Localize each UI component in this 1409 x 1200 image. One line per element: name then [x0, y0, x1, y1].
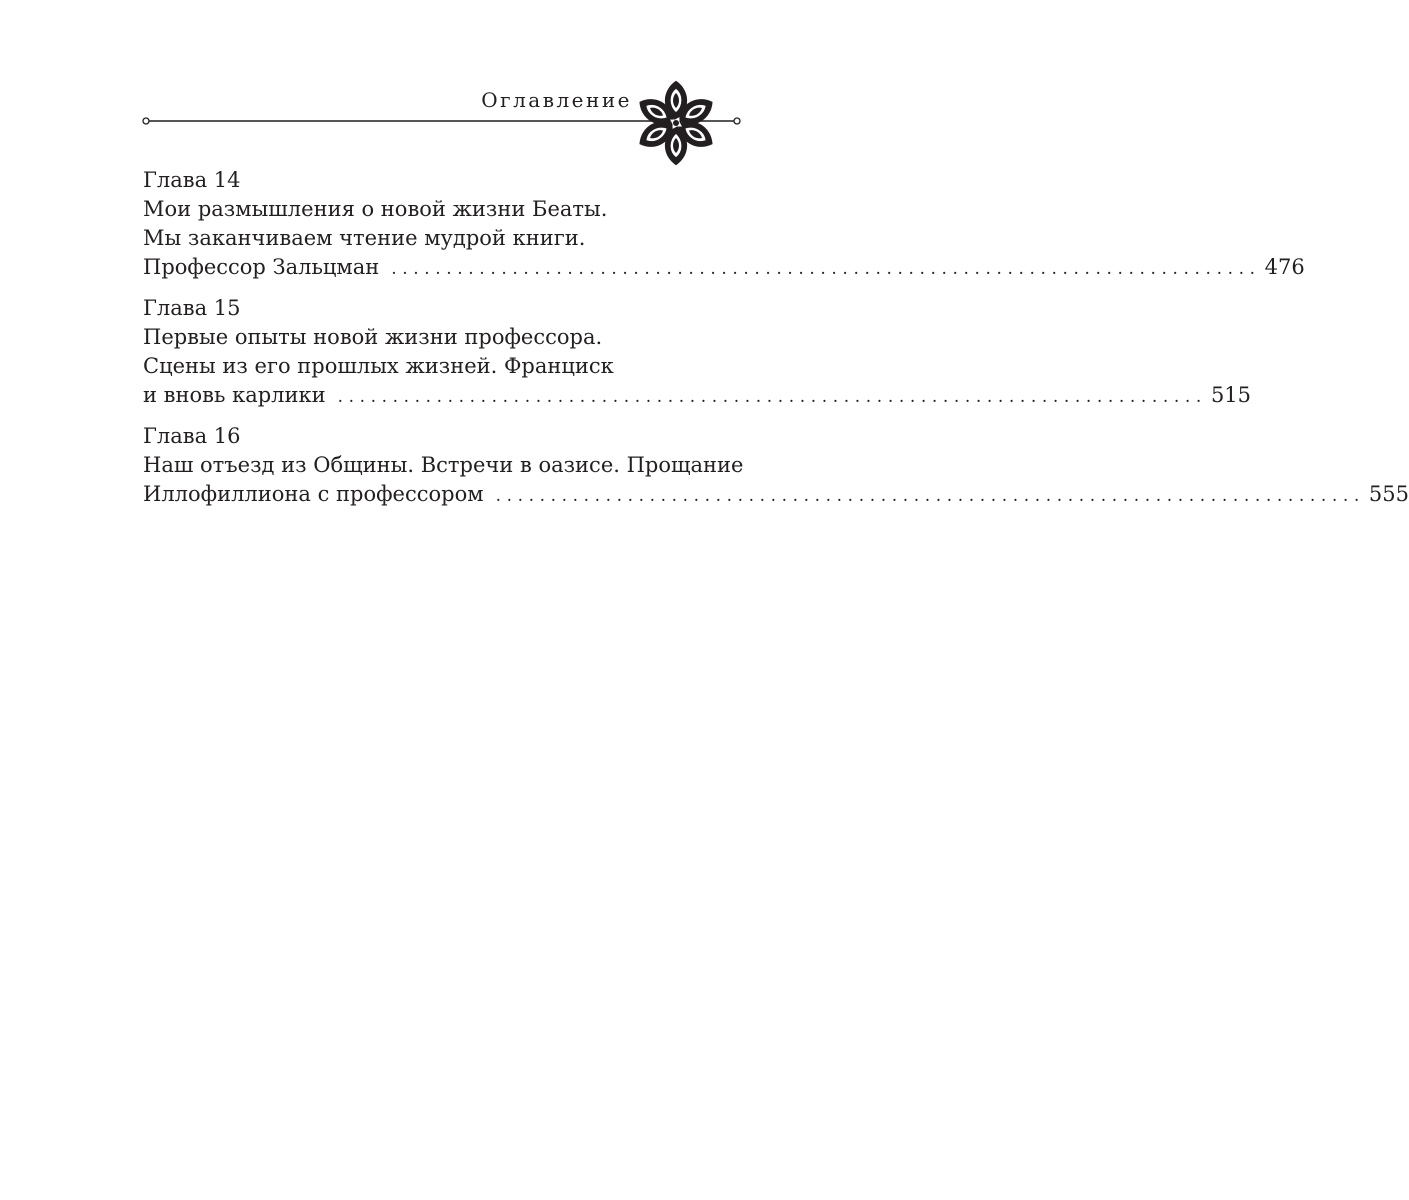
chapter-title-line-end: и вновь карлики	[143, 383, 326, 407]
chapter-title-last-line	[143, 381, 1252, 410]
header-title: Оглавление	[481, 88, 632, 112]
chapter-title-last-line	[143, 480, 1409, 509]
chapter-title-line: Сцены из его прошлых жизней. Франциск	[143, 354, 614, 378]
chapter-title-last-line	[143, 253, 1305, 282]
dot-leader: ...............................................................................	[495, 486, 1365, 506]
chapter-heading: Глава 16	[143, 424, 241, 448]
running-header	[0, 0, 900, 170]
chapter-title-line-end: Иллофиллиона с профессором	[143, 482, 484, 506]
chapter-heading: Глава 14	[143, 168, 241, 192]
chapter-title-line-end: Профессор Зальцман	[143, 255, 380, 279]
rule-left-end-dot	[143, 118, 149, 124]
dot-leader: ...............................................................................	[391, 259, 1261, 279]
chapter-heading: Глава 15	[143, 296, 241, 320]
table-of-contents	[143, 166, 1409, 521]
chapter-title-line: Наш отъезд из Общины. Встречи в оазисе. Прощание	[143, 453, 744, 477]
page-number: 555	[1368, 482, 1409, 506]
page-number: 515	[1210, 383, 1252, 407]
toc-entry-chapter-16[interactable]	[143, 422, 1409, 509]
toc-entry-chapter-14[interactable]	[143, 166, 1305, 282]
chapter-title-line: Мы заканчиваем чтение мудрой книги.	[143, 226, 586, 250]
chapter-title-line: Первые опыты новой жизни профессора.	[143, 325, 603, 349]
chapter-title-line: Мои размышления о новой жизни Беаты.	[143, 197, 608, 221]
toc-entry-chapter-15[interactable]	[143, 294, 1252, 410]
rule-right-end-dot	[734, 118, 740, 124]
rule-endpoints	[0, 0, 900, 170]
page-number: 476	[1264, 255, 1305, 279]
lotus-mandala-icon	[633, 80, 719, 166]
dot-leader: ...............................................................................	[337, 387, 1207, 407]
